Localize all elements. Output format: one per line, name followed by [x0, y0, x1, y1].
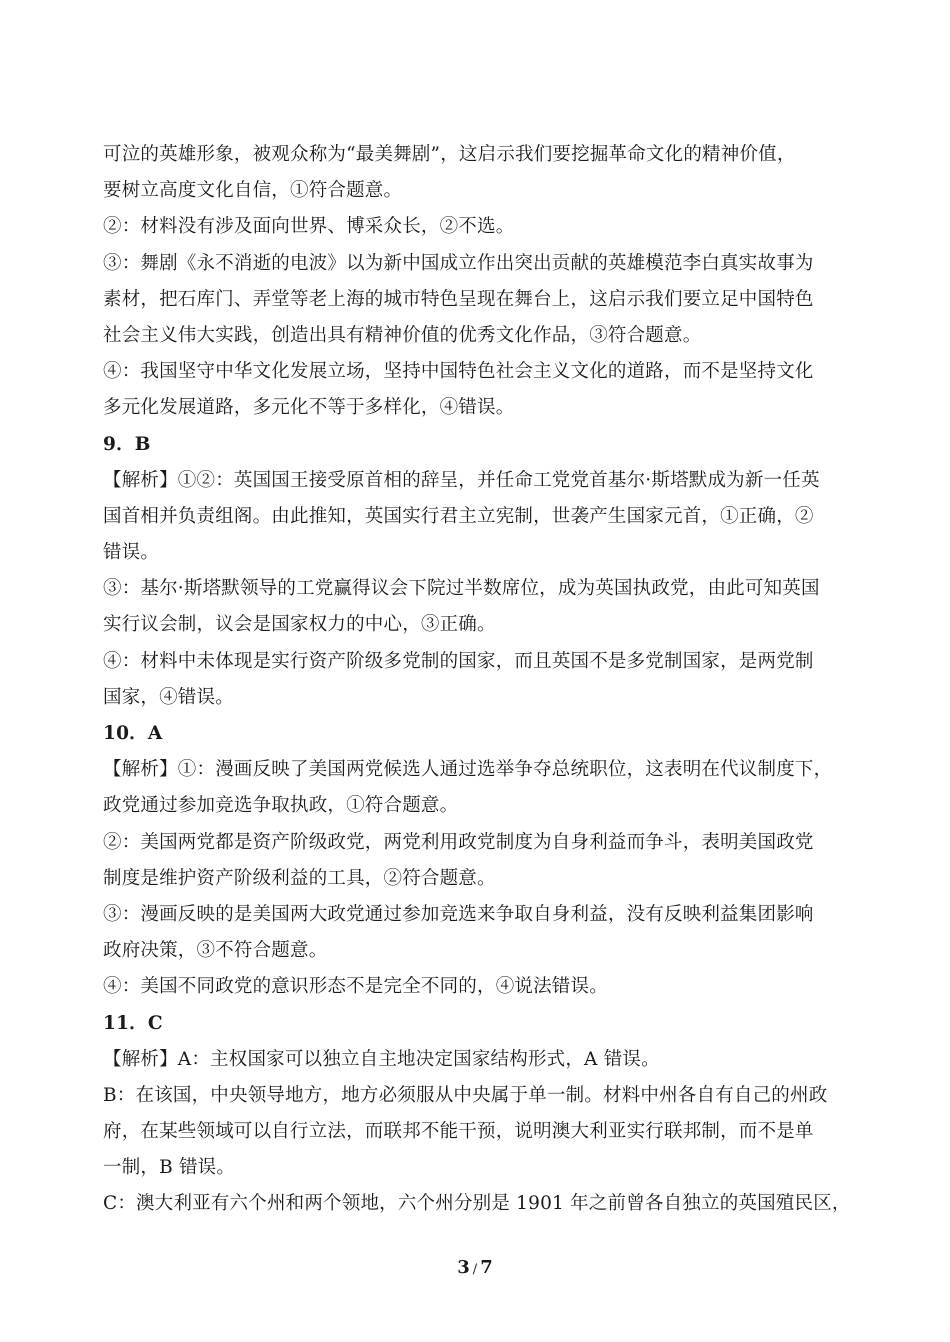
page-total: 7 — [480, 1257, 493, 1278]
page-current: 3 — [457, 1257, 470, 1278]
body-line: 错误。 — [103, 542, 160, 564]
body-line: ④：我国坚守中华文化发展立场，坚持中国特色社会主义文化的道路，而不是坚持文化 — [103, 361, 814, 383]
body-line: ④：美国不同政党的意识形态不是完全不同的，④说法错误。 — [103, 976, 608, 998]
body-line: 【解析】①：漫画反映了美国两党候选人通过选举争夺总统职位，这表明在代议制度下， — [103, 759, 833, 781]
body-line: 【解析】A：主权国家可以独立自主地决定国家结构形式，A 错误。 — [103, 1048, 660, 1070]
body-line: C：澳大利亚有六个州和两个领地，六个州分别是 1901 年之前曾各自独立的英国殖民区， — [103, 1193, 851, 1215]
body-line: ③：舞剧《永不消逝的电波》以为新中国成立作出突出贡献的英雄模范李白真实故事为 — [103, 252, 814, 274]
body-line: 国家，④错误。 — [103, 686, 234, 708]
page-number — [0, 1257, 950, 1278]
body-line: B：在该国，中央领导地方，地方必须服从中央属于单一制。材料中州各自有自己的州政 — [103, 1084, 828, 1106]
question-number: 10．A — [103, 723, 163, 744]
body-line: 多元化发展道路，多元化不等于多样化，④错误。 — [103, 397, 515, 419]
body-line: 国首相并负责组阁。由此推知，英国实行君主立宪制，世袭产生国家元首，①正确，② — [103, 505, 814, 527]
body-line: ③：漫画反映的是美国两大政党通过参加竞选来争取自身利益，没有反映利益集团影响 — [103, 903, 814, 925]
body-line: ④：材料中未体现是实行资产阶级多党制的国家，而且英国不是多党制国家，是两党制 — [103, 650, 814, 672]
body-line: 制度是维护资产阶级利益的工具，②符合题意。 — [103, 867, 496, 889]
document-body — [103, 137, 863, 1223]
question-number: 11．C — [103, 1012, 163, 1034]
body-line: 要树立高度文化自信，①符合题意。 — [103, 180, 403, 202]
body-line: 【解析】①②：英国国王接受原首相的辞呈，并任命工党党首基尔·斯塔默成为新一任英 — [103, 469, 820, 491]
body-line: 社会主义伟大实践，创造出具有精神价值的优秀文化作品，③符合题意。 — [103, 324, 702, 346]
body-line: 政党通过参加竞选争取执政，①符合题意。 — [103, 795, 459, 817]
body-line: 府，在某些领域可以自行立法，而联邦不能干预，说明澳大利亚实行联邦制，而不是单 — [103, 1121, 814, 1143]
body-line: 素材，把石库门、弄堂等老上海的城市特色呈现在舞台上，这启示我们要立足中国特色 — [103, 288, 814, 310]
body-line: 实行议会制，议会是国家权力的中心，③正确。 — [103, 614, 496, 636]
body-line: 可泣的英雄形象，被观众称为“最美舞剧”，这启示我们要挖掘革命文化的精神价值， — [103, 144, 796, 165]
body-line: 一制，B 错误。 — [103, 1157, 236, 1179]
page-separator: / — [472, 1262, 478, 1277]
body-line: ②：材料没有涉及面向世界、博采众长，②不选。 — [103, 216, 515, 238]
body-line: ③：基尔·斯塔默领导的工党赢得议会下院过半数席位，成为英国执政党，由此可知英国 — [103, 578, 820, 600]
question-number: 9．B — [103, 433, 151, 455]
body-line: ②：美国两党都是资产阶级政党，两党利用政党制度为自身利益而争斗，表明美国政党 — [103, 831, 814, 853]
body-line: 政府决策，③不符合题意。 — [103, 940, 328, 962]
